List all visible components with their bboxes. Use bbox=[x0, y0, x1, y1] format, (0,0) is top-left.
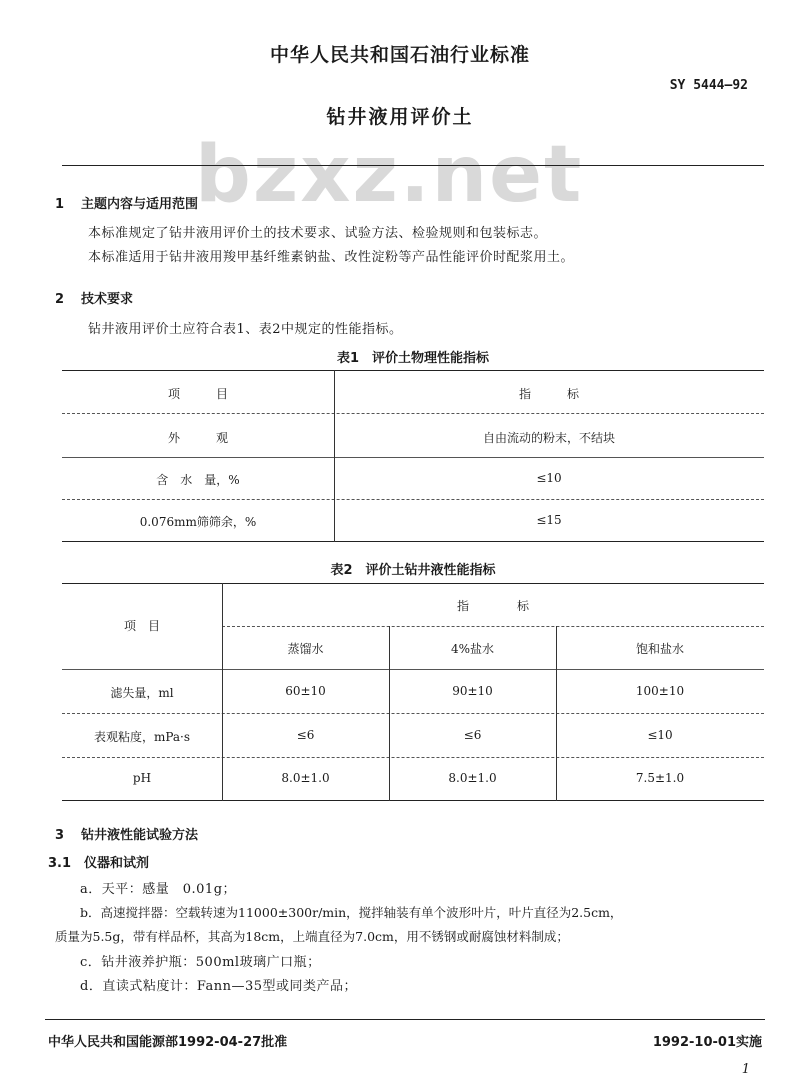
item-c: c．钻井液养护瓶：500ml玻璃广口瓶； bbox=[80, 955, 321, 970]
subsection-3-1-heading bbox=[48, 852, 149, 871]
document-title: 钻井液用评价土 bbox=[326, 106, 474, 128]
section-3-title: 钻井液性能试验方法 bbox=[81, 828, 199, 843]
section-1-number: 1 bbox=[55, 197, 65, 212]
table-2-row-item: pH bbox=[132, 771, 152, 785]
table-2-row-value: 90±10 bbox=[452, 684, 493, 698]
table-2-row-rule bbox=[62, 713, 764, 714]
table-1-row-rule bbox=[62, 457, 764, 458]
item-a: a．天平：感量 0.01g； bbox=[80, 882, 237, 897]
table-1-row-item: 含 水 量，% bbox=[156, 473, 240, 487]
section-2-title: 技术要求 bbox=[81, 292, 134, 307]
table-2-row-value: ≤10 bbox=[647, 728, 673, 742]
section-3-heading bbox=[55, 824, 198, 843]
item-b-line-1: b．高速搅拌器：空载转速为11000±300r/min，搅拌轴装有单个波形叶片，叶片直径为2.5cm， bbox=[80, 905, 623, 920]
subsection-3-1-number: 3.1 bbox=[48, 856, 72, 871]
watermark: bzxz.net bbox=[195, 130, 584, 220]
table-2-subheader: 蒸馏水 bbox=[287, 642, 324, 656]
table-2-header-rule bbox=[62, 669, 764, 670]
section-1-heading bbox=[55, 193, 198, 212]
table-2 bbox=[62, 583, 764, 803]
table-1-bottom-rule bbox=[62, 541, 764, 542]
page-number: 1 bbox=[741, 1062, 750, 1077]
table-1 bbox=[62, 370, 764, 543]
table-2-bottom-rule bbox=[62, 800, 764, 801]
table-1-row-rule bbox=[62, 499, 764, 500]
subsection-3-1-title: 仪器和试剂 bbox=[84, 856, 150, 871]
standard-number: SY 5444—92 bbox=[669, 78, 748, 93]
org-title: 中华人民共和国石油行业标准 bbox=[269, 44, 530, 66]
table-1-row-value: 自由流动的粉末，不结块 bbox=[482, 431, 615, 445]
table-2-row-item: 表观粘度，mPa·s bbox=[93, 730, 191, 744]
section-3-number: 3 bbox=[55, 828, 65, 843]
table-1-caption: 表1 评价土物理性能指标 bbox=[336, 351, 490, 366]
table-1-header-item: 项 目 bbox=[167, 387, 228, 401]
effective-date: 1992-10-01实施 bbox=[652, 1035, 762, 1050]
table-2-row-value: 100±10 bbox=[635, 684, 685, 698]
section-1-paragraph-1: 本标准规定了钻井液用评价土的技术要求、试验方法、检验规则和包装标志。 bbox=[88, 226, 548, 241]
section-1-paragraph-2: 本标准适用于钻井液用羧甲基纤维素钠盐、改性淀粉等产品性能评价时配浆用土。 bbox=[88, 250, 575, 265]
footer-rule bbox=[45, 1019, 765, 1020]
table-2-row-value: 60±10 bbox=[285, 684, 326, 698]
section-2-number: 2 bbox=[55, 292, 65, 307]
section-2-paragraph-1: 钻井液用评价土应符合表1、表2中规定的性能指标。 bbox=[88, 322, 403, 337]
table-2-caption: 表2 评价土钻井液性能指标 bbox=[330, 563, 496, 578]
table-1-row-value: ≤15 bbox=[536, 513, 562, 527]
table-2-row-value: 7.5±1.0 bbox=[635, 771, 685, 785]
table-2-row-rule bbox=[62, 757, 764, 758]
table-1-top-rule bbox=[62, 370, 764, 371]
table-1-row-item: 外 观 bbox=[167, 431, 228, 445]
table-2-row-value: 8.0±1.0 bbox=[448, 771, 497, 785]
table-1-header-index: 指 标 bbox=[518, 387, 579, 401]
table-2-top-rule bbox=[62, 583, 764, 584]
table-2-row-value: 8.0±1.0 bbox=[281, 771, 330, 785]
table-2-row-value: ≤6 bbox=[463, 728, 482, 742]
header-rule bbox=[62, 165, 764, 166]
table-2-row-value: ≤6 bbox=[296, 728, 315, 742]
table-1-row-item: 0.076mm筛筛余，% bbox=[139, 515, 257, 529]
item-d: d．直读式粘度计：Fann—35型或同类产品； bbox=[80, 979, 357, 994]
table-2-subheader: 饱和盐水 bbox=[635, 642, 684, 656]
approval-line: 中华人民共和国能源部1992-04-27批准 bbox=[48, 1035, 288, 1050]
table-2-header-item: 项 目 bbox=[123, 619, 160, 633]
table-1-header-rule bbox=[62, 413, 764, 414]
section-1-title: 主题内容与适用范围 bbox=[81, 197, 199, 212]
table-2-row-item: 滤失量，ml bbox=[110, 686, 174, 700]
table-2-subheader-rule bbox=[222, 626, 764, 627]
table-2-subheader: 4%盐水 bbox=[450, 642, 495, 656]
section-2-heading bbox=[55, 288, 133, 307]
table-2-header-index: 指 标 bbox=[456, 599, 529, 613]
item-b-line-2: 质量为5.5g，带有样品杯，其高为18cm，上端直径为7.0cm，用不锈钢或耐腐蚀材料制成； bbox=[55, 929, 569, 944]
table-1-row-value: ≤10 bbox=[536, 471, 562, 485]
